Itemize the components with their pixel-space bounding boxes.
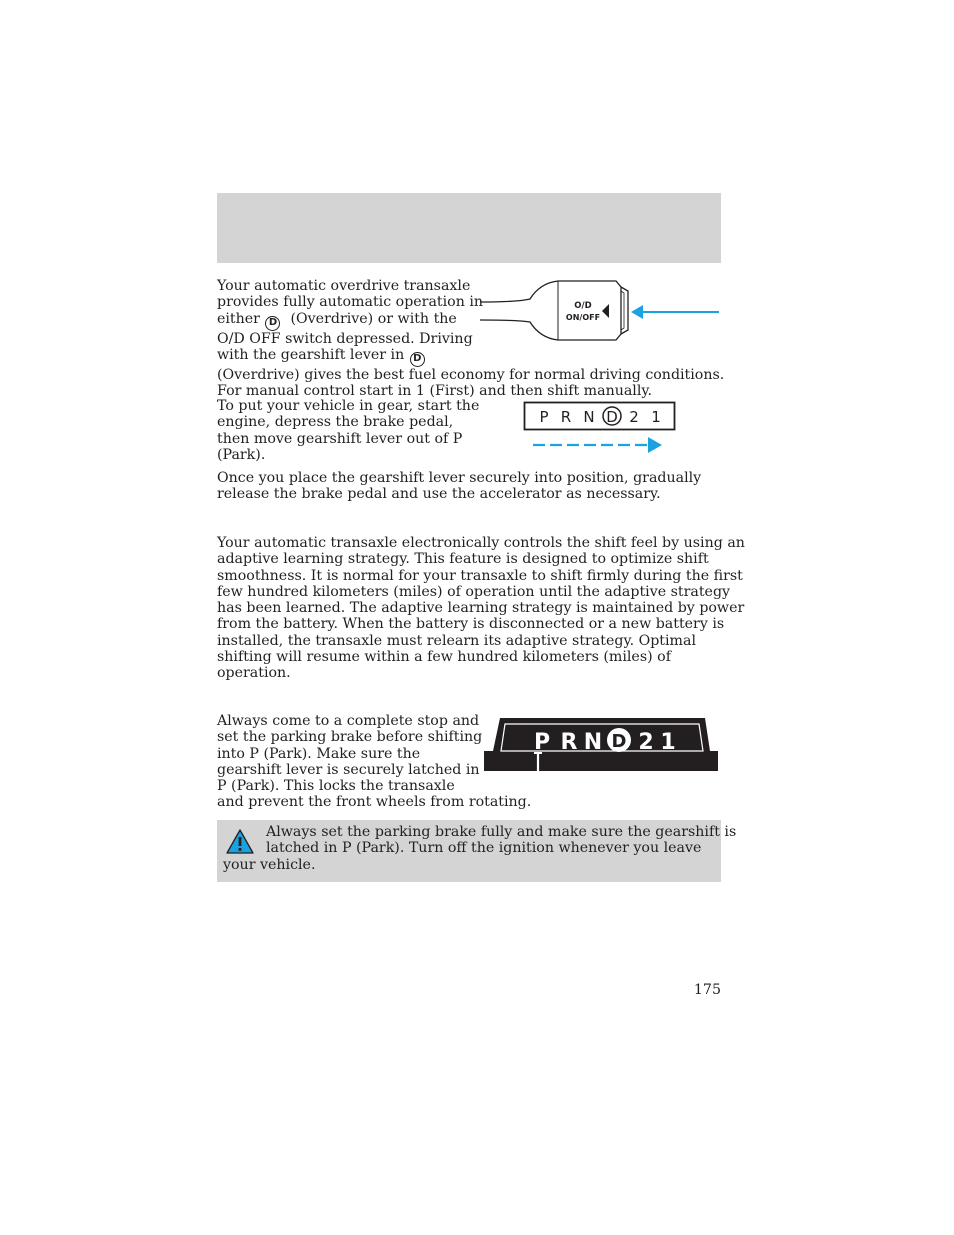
text-line: operation. — [217, 665, 291, 682]
park-position-d: D — [611, 731, 627, 752]
text-line: Your automatic overdrive transaxle — [217, 278, 471, 294]
text-line: Your automatic transaxle electronically controls the shift feel by using an — [217, 535, 745, 551]
text-line: adaptive learning strategy. This feature is designed to optimize shift — [217, 551, 709, 568]
text-line: (Overdrive) gives the best fuel economy for normal driving conditions. — [217, 366, 725, 383]
gear-position-p: P — [539, 408, 549, 426]
text-line: shifting will resume within a few hundred kilometers (miles) of — [217, 649, 671, 666]
gear-position-d: D — [606, 408, 618, 426]
warning-text-line: latched in P (Park). Turn off the ignition whenever you leave — [266, 840, 702, 857]
arrow-left-icon — [631, 305, 643, 319]
text-line: has been learned. The adaptive learning strategy is maintained by power — [217, 600, 745, 617]
park-position-2: 2 — [638, 730, 654, 755]
text-fragment: (Overdrive) or with the — [290, 310, 457, 327]
text-line: Always come to a complete stop and — [217, 713, 480, 729]
text-line: then move gearshift lever out of P — [217, 430, 463, 447]
od-switch-figure — [478, 278, 722, 344]
text-line — [217, 347, 724, 367]
warning-text-block — [266, 824, 736, 857]
text-line: into P (Park). Make sure the — [217, 745, 421, 762]
section-header-band — [217, 193, 721, 263]
release-brake-paragraph — [217, 470, 701, 503]
gear-position-2: 2 — [629, 408, 639, 426]
overdrive-d-icon: D — [265, 316, 280, 331]
text-line: P (Park). This locks the transaxle — [217, 778, 455, 795]
text-line: (Park). — [217, 446, 266, 463]
text-line: release the brake pedal and use the accelerator as necessary. — [217, 486, 661, 503]
text-line: To put your vehicle in gear, start the — [217, 398, 480, 414]
gear-indicator-figure — [523, 401, 683, 457]
warning-box — [217, 820, 737, 882]
text-line: engine, depress the brake pedal, — [217, 414, 454, 431]
gear-position-n: N — [583, 408, 595, 426]
text-line: O/D OFF switch depressed. Driving — [217, 330, 473, 347]
text-line: installed, the transaxle must relearn its adaptive strategy. Optimal — [217, 632, 696, 649]
page-number: 175 — [693, 982, 721, 998]
park-position-n: N — [583, 730, 603, 755]
switch-triangle-icon — [602, 304, 609, 318]
park-indicator-figure — [483, 716, 721, 774]
gear-position-1: 1 — [651, 408, 661, 426]
warning-triangle-icon — [225, 828, 255, 856]
put-in-gear-paragraph — [217, 398, 479, 463]
text-line: set the parking brake before shifting — [217, 729, 483, 746]
overdrive-d-icon: D — [410, 352, 425, 367]
switch-label-od: O/D — [574, 301, 592, 311]
text-line: Once you place the gearshift lever securely into position, gradually — [217, 470, 702, 486]
text-line: For manual control start in 1 (First) and then shift manually. — [217, 383, 653, 400]
park-position-1: 1 — [660, 730, 676, 755]
park-position-p: P — [533, 730, 551, 755]
warning-text-line: your vehicle. — [223, 857, 316, 873]
gear-position-r: R — [560, 408, 572, 426]
text-fragment: with the gearshift lever in — [217, 346, 405, 363]
text-fragment: either — [217, 310, 260, 327]
text-line: few hundred kilometers (miles) of operation until the adaptive strategy — [217, 583, 731, 600]
arrow-right-icon — [648, 437, 662, 453]
adaptive-learning-paragraph — [217, 535, 745, 682]
text-line: gearshift lever is securely latched in — [217, 761, 480, 778]
warning-text-line: Always set the parking brake fully and make sure the gearshift is — [266, 824, 737, 840]
text-line: provides fully automatic operation in — [217, 294, 484, 311]
park-position-r: R — [560, 730, 578, 755]
text-line: and prevent the front wheels from rotating. — [217, 794, 532, 811]
text-line: smoothness. It is normal for your transaxle to shift firmly during the first — [217, 567, 743, 584]
switch-label-onoff: ON/OFF — [565, 313, 601, 322]
warning-text-block — [223, 857, 315, 873]
text-line: from the battery. When the battery is disconnected or a new battery is — [217, 616, 725, 633]
